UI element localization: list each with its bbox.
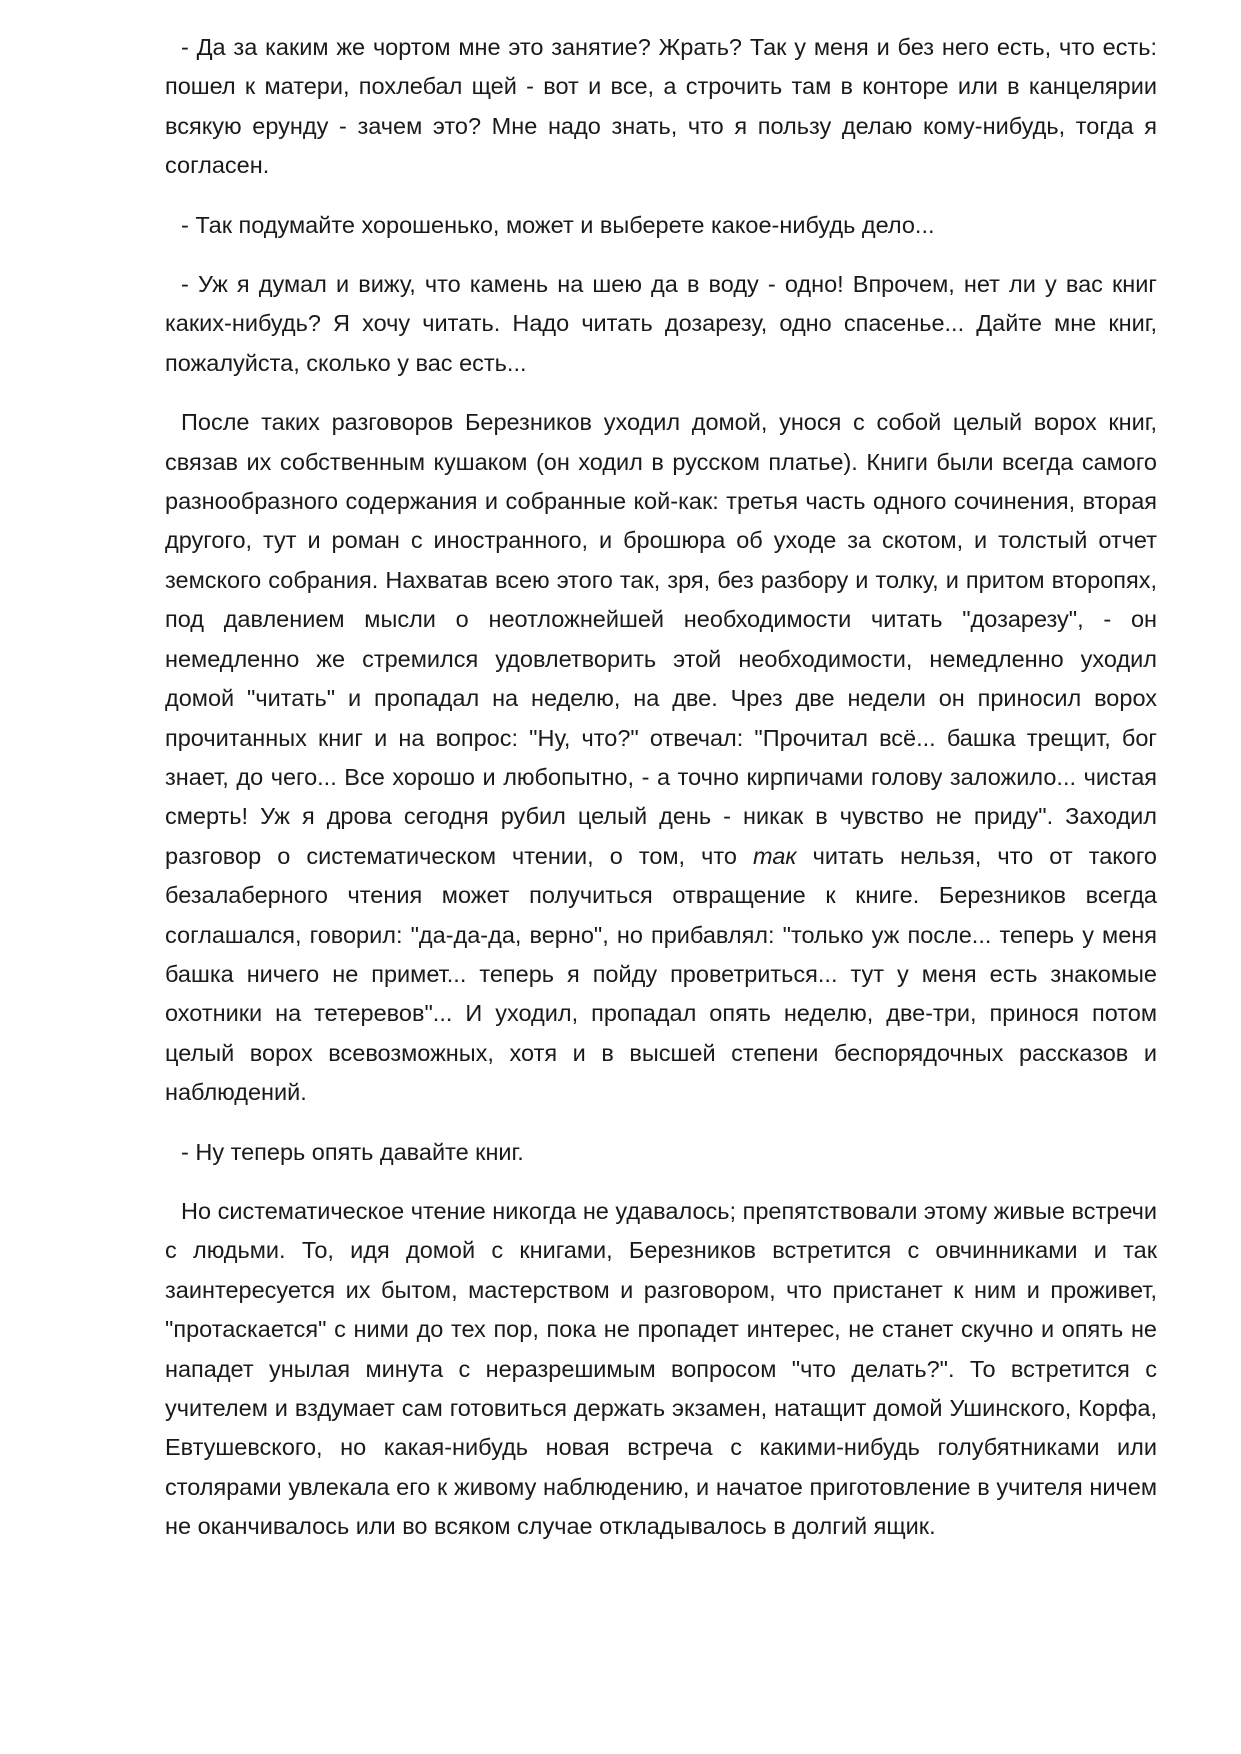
paragraph-dialogue-1: - Да за каким же чортом мне это занятие? Жрать? Так у меня и без него есть, что есть: пошел к матери, похлебал щей - вот и все, а строчить там в конторе или в канцелярии всякую ерунду - зачем это? Мне надо знать, что я пользу делаю кому-нибудь, тогда я согласен. bbox=[165, 34, 1157, 179]
paragraph-dialogue-3: - Уж я думал и вижу, что камень на шею да в воду - одно! Впрочем, нет ли у вас книг каких-нибудь? Я хочу читать. Надо читать дозарезу, одно спасенье... Дайте мне книг, пожалуйста, сколько у вас есть... bbox=[165, 271, 1157, 376]
paragraph-dialogue-2: - Так подумайте хорошенько, может и выберете какое-нибудь дело... bbox=[181, 211, 935, 238]
paragraph-narrative-1-part-a: После таких разговоров Березников уходил домой, унося с собой целый ворох книг, связав их собственным кушаком (он ходил в русском платье). Книги были всегда самого разнообразного содержания и собранные кой-как: третья часть одного сочинения, вторая другого, тут и роман с иностранного, и брошюра об уходе за скотом, и толстый отчет земского собрания. Нахватав всею этого так, зря, без разбору и толку, и притом второпях, под давлением мысли о неотложнейшей необходимости читать "дозарезу", - он немедленно же стремился удовлетворить этой необходимости, немедленно уходил домой "читать" и пропадал на неделю, на две. Чрез две недели он приносил ворох прочитанных книг и на вопрос: "Ну, что?" отвечал: "Прочитал всё... башка трещит, бог знает, до чего... Все хорошо и любопытно, - а точно кирпичами голову заложило... чистая смерть! Уж я дрова сегодня рубил целый день - никак в чувство не приду". Заходил разговор о систематическом чтении, о том, что bbox=[165, 409, 1157, 869]
paragraph-narrative-2: Но систематическое чтение никогда не удавалось; препятствовали этому живые встречи с людьми. То, идя домой с книгами, Березников встретится с овчинниками и так заинтересуется их бытом, мастерством и разговором, что пристанет к ним и проживет, "протаскается" с ними до тех пор, пока не пропадет интерес, не станет скучно и опять не нападет унылая минута с неразрешимым вопросом "что делать?". То встретится с учителем и вздумает сам готовиться держать экзамен, натащит домой Ушинского, Корфа, Евтушевского, но какая-нибудь новая встреча с какими-нибудь голубятниками или столярами увлекала его к живому наблюдению, и начатое приготовление в учителя ничем не оканчивалось или во всяком случае откладывалось в долгий ящик. bbox=[165, 1197, 1157, 1540]
text-column bbox=[165, 28, 1157, 1567]
paragraph-dialogue-4: - Ну теперь опять давайте книг. bbox=[181, 1138, 524, 1165]
paragraph-narrative-1 bbox=[165, 403, 1157, 1112]
italic-emphasis: так bbox=[753, 842, 797, 869]
paragraph-narrative-1-part-b: читать нельзя, что от такого безалаберного чтения может получиться отвращение к книге. Березников всегда соглашался, говорил: "да-да-да, верно", но прибавлял: "только уж после... теперь у меня башка ничего не примет... теперь я пойду проветриться... тут у меня есть знакомые охотники на тетеревов"... И уходил, пропадал опять неделю, две-три, принося потом целый ворох всевозможных, хотя и в высшей степени беспорядочных рассказов и наблюдений. bbox=[165, 842, 1158, 1106]
